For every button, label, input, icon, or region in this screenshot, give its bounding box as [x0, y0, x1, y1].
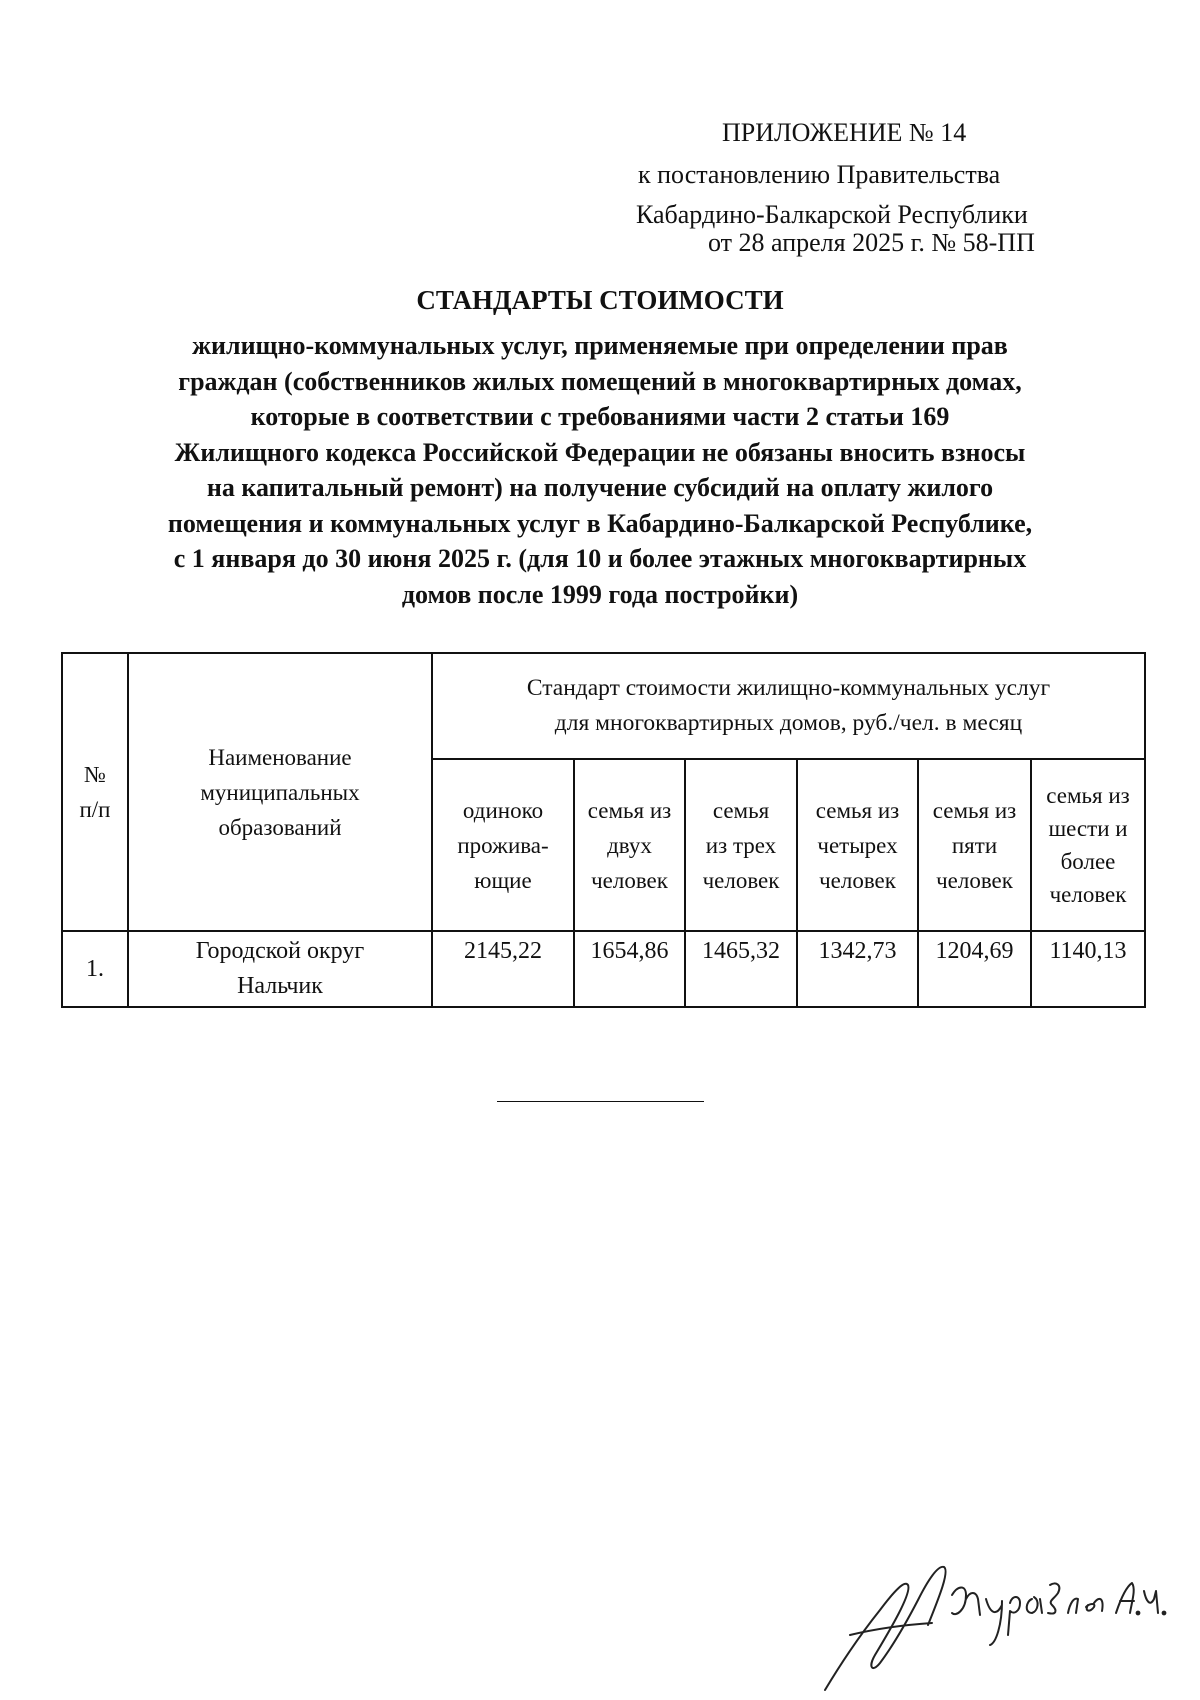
- end-separator-line: [497, 1101, 704, 1102]
- appendix-line-3: от 28 апреля 2025 г. № 58-ПП: [708, 228, 1035, 257]
- subtitle-line: помещения и коммунальных услуг в Кабардино-Балкарской Республике,: [167, 508, 1033, 538]
- header-family-6: семья из шести и более человек: [1031, 759, 1145, 931]
- header-family-3: семья из трех человек: [685, 759, 797, 931]
- header-family-2: семья из двух человек: [574, 759, 685, 931]
- header-number: [62, 653, 128, 931]
- header-family-4: семья из четырех человек: [797, 759, 918, 931]
- header-number-text: № п/п: [79, 762, 111, 822]
- table-row: [62, 931, 1145, 1007]
- cost-standards-table: [61, 652, 1146, 1008]
- subtitle-line: с 1 января до 30 июня 2025 г. (для 10 и более этажных многоквартирных: [173, 544, 1027, 573]
- header-group-text: Стандарт стоимости жилищно-коммунальных услуг для многоквартирных домов, руб./чел. в месяц: [526, 675, 1051, 736]
- header-single: одиноко прожива- ющие: [432, 759, 574, 931]
- appendix-line-1: к постановлению Правительства: [638, 160, 1001, 189]
- subtitle-line: Жилищного кодекса Российской Федерации не обязаны вносить взносы: [174, 437, 1026, 467]
- value-family-2: 1654,86: [574, 931, 685, 1007]
- value-family-4: 1342,73: [797, 931, 918, 1007]
- header-name: [128, 653, 432, 931]
- document-title: СТАНДАРТЫ СТОИМОСТИ: [416, 285, 784, 315]
- header-name-text: Наименование муниципальных образований: [200, 744, 360, 840]
- subtitle-line: на капитальный ремонт) на получение субсидий на оплату жилого: [206, 473, 994, 502]
- value-family-5: 1204,69: [918, 931, 1031, 1007]
- handwritten-signature: [820, 1555, 1180, 1700]
- value-family-6: 1140,13: [1031, 931, 1145, 1007]
- row-municipality: Городской округ Нальчик: [128, 931, 432, 1007]
- value-single: 2145,22: [432, 931, 574, 1007]
- subtitle-line: домов после 1999 года постройки): [401, 579, 799, 609]
- header-group: [432, 653, 1145, 759]
- subtitle-line: жилищно-коммунальных услуг, применяемые при определении прав: [192, 331, 1008, 360]
- subtitle-line: которые в соответствии с требованиями части 2 статьи 169: [250, 402, 950, 431]
- subtitle-line: граждан (собственников жилых помещений в многоквартирных домах,: [178, 366, 1022, 396]
- header-family-5: семья из пяти человек: [918, 759, 1031, 931]
- appendix-title: ПРИЛОЖЕНИЕ № 14: [722, 118, 967, 147]
- value-family-3: 1465,32: [685, 931, 797, 1007]
- row-number: 1.: [62, 931, 128, 1007]
- appendix-line-2: Кабардино-Балкарской Республики: [636, 200, 1028, 229]
- document-subtitle: [60, 328, 1140, 612]
